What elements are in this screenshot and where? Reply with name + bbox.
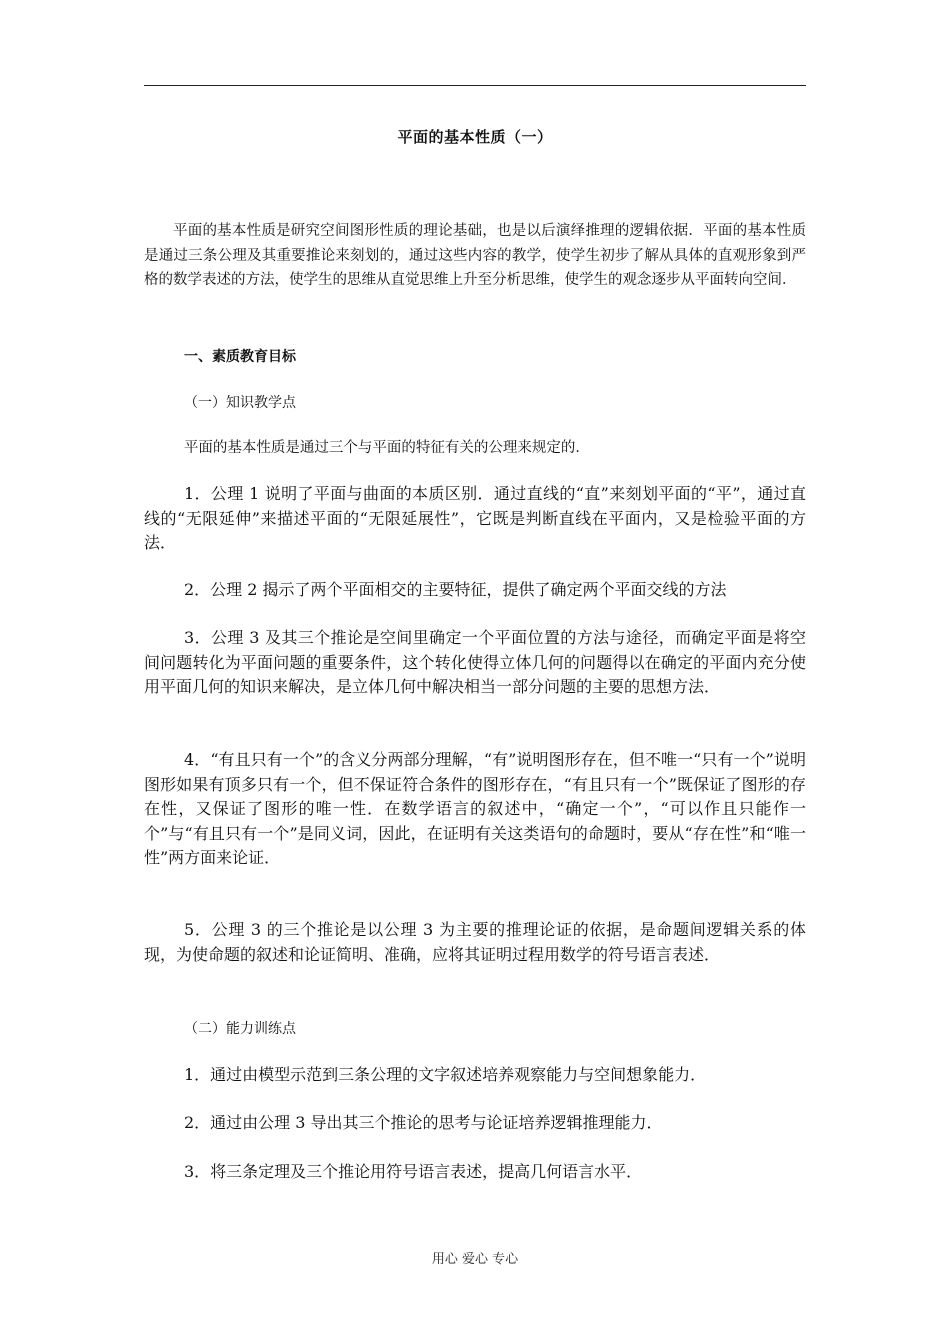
page-footer: 用心 爱心 专心: [431, 1252, 519, 1267]
section-heading-1: 一、素质教育目标: [184, 349, 296, 365]
ability-item-2: 2．通过由公理 3 导出其三个推论的思考与论证培养逻辑推理能力．: [184, 1113, 663, 1132]
knowledge-item-4: 4．“有且只有一个”的含义分两部分理解，“有”说明图形存在，但不唯一“只有一个”说明图形如果有顶多只有一个，但不保证符合条件的图形存在，“有且只有一个”既保证了图形的存在性，又保证了图形的唯一性．在数学语言的叙述中，“确定一个”，“可以作且只能作一个”与“有且只有一个”是同义词，因此，在证明有关这类语句的命题时，要从“存在性”和“唯一性”两方面来论证．: [144, 750, 806, 867]
subsection-heading-knowledge: （一）知识教学点: [184, 395, 296, 411]
ability-item-1: 1．通过由模型示范到三条公理的文字叙述培养观察能力与空间想象能力．: [184, 1065, 707, 1084]
knowledge-lead-paragraph: 平面的基本性质是通过三个与平面的特征有关的公理来规定的．: [183, 440, 590, 456]
knowledge-item-3: 3．公理 3 及其三个推论是空间里确定一个平面位置的方法与途径，而确定平面是将空间问题转化为平面问题的重要条件，这个转化使得立体几何的问题得以在确定的平面内充分使用平面几何的知识来解决，是立体几何中解决相当一部分问题的主要的思想方法．: [144, 628, 806, 696]
ability-item-3: 3．将三条定理及三个推论用符号语言表述，提高几何语言水平．: [184, 1162, 643, 1181]
knowledge-item-2: 2．公理 2 揭示了两个平面相交的主要特征，提供了确定两个平面交线的方法: [184, 580, 727, 599]
page-title: 平面的基本性质（一）: [397, 128, 553, 146]
intro-paragraph: 平面的基本性质是研究空间图形性质的理论基础，也是以后演绎推理的逻辑依据．平面的基本性质是通过三条公理及其重要推论来刻划的，通过这些内容的教学，使学生初步了解从具体的直观形象到严格的数学表述的方法，使学生的思维从直觉思维上升至分析思维，使学生的观念逐步从平面转向空间．: [144, 223, 806, 288]
knowledge-item-5: 5．公理 3 的三个推论是以公理 3 为主要的推理论证的依据，是命题间逻辑关系的体现，为使命题的叙述和论证简明、准确，应将其证明过程用数学的符号语言表述．: [144, 920, 806, 964]
subsection-heading-ability: （二）能力训练点: [184, 1021, 296, 1037]
header-rule: [144, 85, 806, 86]
knowledge-item-1: 1．公理 1 说明了平面与曲面的本质区别．通过直线的“直”来刻划平面的“平”，通过直线的“无限延伸”来描述平面的“无限延展性”，它既是判断直线在平面内，又是检验平面的方法．: [144, 484, 806, 552]
